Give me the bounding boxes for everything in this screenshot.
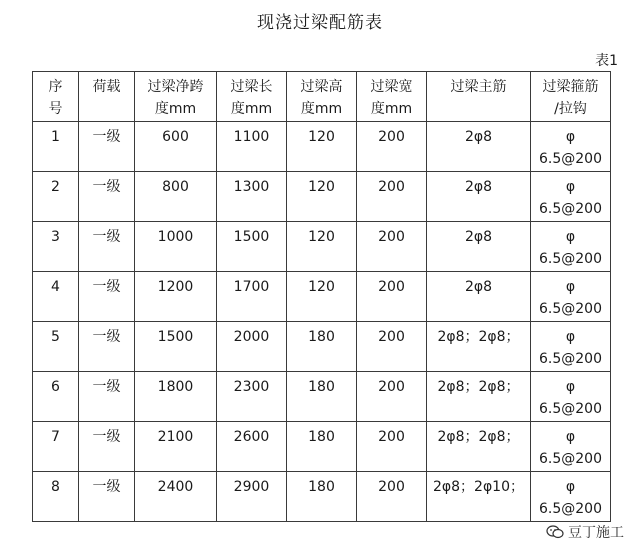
stirrup-line: 6.5@200 (539, 301, 602, 317)
table-row (33, 372, 611, 422)
stirrup-line: φ (565, 479, 576, 495)
table-row (33, 122, 611, 172)
header-row (33, 72, 611, 122)
cell-length: 1500 (217, 222, 287, 272)
header-cell-main-bar (427, 72, 531, 122)
header-line: 度mm (370, 101, 413, 117)
cell-length: 1300 (217, 172, 287, 222)
table-row (33, 422, 611, 472)
stirrup-line: 6.5@200 (539, 401, 602, 417)
cell-width: 200 (357, 472, 427, 522)
table-row (33, 322, 611, 372)
table-number-label: 表1 (595, 53, 618, 69)
header-cell-height (287, 72, 357, 122)
lintel-rebar-table (32, 71, 611, 522)
cell-width: 200 (357, 272, 427, 322)
stirrup-line: φ (565, 429, 576, 445)
stirrup-line: 6.5@200 (539, 201, 602, 217)
cell-main-bar: 2φ8；2φ8； (427, 372, 531, 422)
header-line: 荷载 (92, 79, 121, 95)
header-line: 过梁宽 (370, 79, 413, 95)
cell-height: 180 (287, 372, 357, 422)
cell-load: 一级 (79, 272, 135, 322)
cell-stirrup (531, 222, 611, 272)
stirrup-line: φ (565, 279, 576, 295)
cell-stirrup (531, 272, 611, 322)
cell-width: 200 (357, 372, 427, 422)
header-line: 过梁高 (300, 79, 343, 95)
header-line: 序 (48, 79, 63, 95)
header-line: 度mm (154, 101, 197, 117)
cell-width: 200 (357, 322, 427, 372)
wechat-logo-icon (546, 525, 564, 539)
header-cell-span (135, 72, 217, 122)
table-row (33, 172, 611, 222)
cell-width: 200 (357, 222, 427, 272)
cell-height: 120 (287, 122, 357, 172)
cell-main-bar: 2φ8 (427, 272, 531, 322)
cell-no: 8 (33, 472, 79, 522)
cell-width: 200 (357, 122, 427, 172)
cell-height: 180 (287, 322, 357, 372)
table-header (33, 72, 611, 122)
stirrup-line: φ (565, 229, 576, 245)
cell-length: 2000 (217, 322, 287, 372)
cell-load: 一级 (79, 222, 135, 272)
cell-load: 一级 (79, 372, 135, 422)
stirrup-line: 6.5@200 (539, 451, 602, 467)
cell-stirrup (531, 172, 611, 222)
cell-load: 一级 (79, 122, 135, 172)
stirrup-line: 6.5@200 (539, 351, 602, 367)
cell-no: 5 (33, 322, 79, 372)
stirrup-line: 6.5@200 (539, 501, 602, 517)
header-line: /拉钩 (554, 101, 587, 117)
cell-span: 1500 (135, 322, 217, 372)
cell-stirrup (531, 122, 611, 172)
cell-no: 4 (33, 272, 79, 322)
stirrup-line: φ (565, 179, 576, 195)
cell-length: 2600 (217, 422, 287, 472)
table-row (33, 472, 611, 522)
cell-load: 一级 (79, 172, 135, 222)
header-line: 度mm (230, 101, 273, 117)
cell-span: 2400 (135, 472, 217, 522)
stirrup-line: 6.5@200 (539, 251, 602, 267)
cell-main-bar: 2φ8 (427, 222, 531, 272)
cell-length: 1100 (217, 122, 287, 172)
cell-width: 200 (357, 172, 427, 222)
cell-span: 1800 (135, 372, 217, 422)
cell-load: 一级 (79, 422, 135, 472)
watermark (544, 522, 626, 542)
cell-width: 200 (357, 422, 427, 472)
document-title: 现浇过梁配筋表 (257, 13, 383, 33)
stirrup-line: φ (565, 129, 576, 145)
header-line: 过梁箍筋 (542, 79, 599, 95)
table-row (33, 272, 611, 322)
header-line: 号 (48, 101, 63, 117)
cell-no: 3 (33, 222, 79, 272)
cell-stirrup (531, 472, 611, 522)
cell-no: 2 (33, 172, 79, 222)
cell-span: 1200 (135, 272, 217, 322)
cell-height: 120 (287, 272, 357, 322)
cell-height: 120 (287, 172, 357, 222)
cell-no: 1 (33, 122, 79, 172)
header-line: 过梁长 (230, 79, 273, 95)
stirrup-line: 6.5@200 (539, 151, 602, 167)
cell-span: 1000 (135, 222, 217, 272)
cell-span: 800 (135, 172, 217, 222)
cell-length: 2300 (217, 372, 287, 422)
table-row (33, 222, 611, 272)
cell-main-bar: 2φ8；2φ8； (427, 322, 531, 372)
header-cell-stirrup (531, 72, 611, 122)
cell-main-bar: 2φ8 (427, 122, 531, 172)
stirrup-line: φ (565, 379, 576, 395)
cell-load: 一级 (79, 472, 135, 522)
cell-main-bar: 2φ8 (427, 172, 531, 222)
header-line: 过梁净跨 (147, 79, 204, 95)
cell-main-bar: 2φ8；2φ8； (427, 422, 531, 472)
header-line: 度mm (300, 101, 343, 117)
cell-stirrup (531, 372, 611, 422)
watermark-text: 豆丁施工 (568, 525, 624, 541)
cell-no: 6 (33, 372, 79, 422)
header-line: 过梁主筋 (450, 79, 507, 95)
header-cell-load (79, 72, 135, 122)
cell-length: 1700 (217, 272, 287, 322)
cell-stirrup (531, 322, 611, 372)
cell-no: 7 (33, 422, 79, 472)
table-body (33, 122, 611, 522)
cell-span: 600 (135, 122, 217, 172)
cell-stirrup (531, 422, 611, 472)
cell-height: 180 (287, 472, 357, 522)
header-cell-length (217, 72, 287, 122)
header-cell-width (357, 72, 427, 122)
header-cell-no (33, 72, 79, 122)
cell-height: 120 (287, 222, 357, 272)
cell-height: 180 (287, 422, 357, 472)
cell-load: 一级 (79, 322, 135, 372)
stirrup-line: φ (565, 329, 576, 345)
cell-main-bar: 2φ8；2φ10； (427, 472, 531, 522)
cell-length: 2900 (217, 472, 287, 522)
cell-span: 2100 (135, 422, 217, 472)
